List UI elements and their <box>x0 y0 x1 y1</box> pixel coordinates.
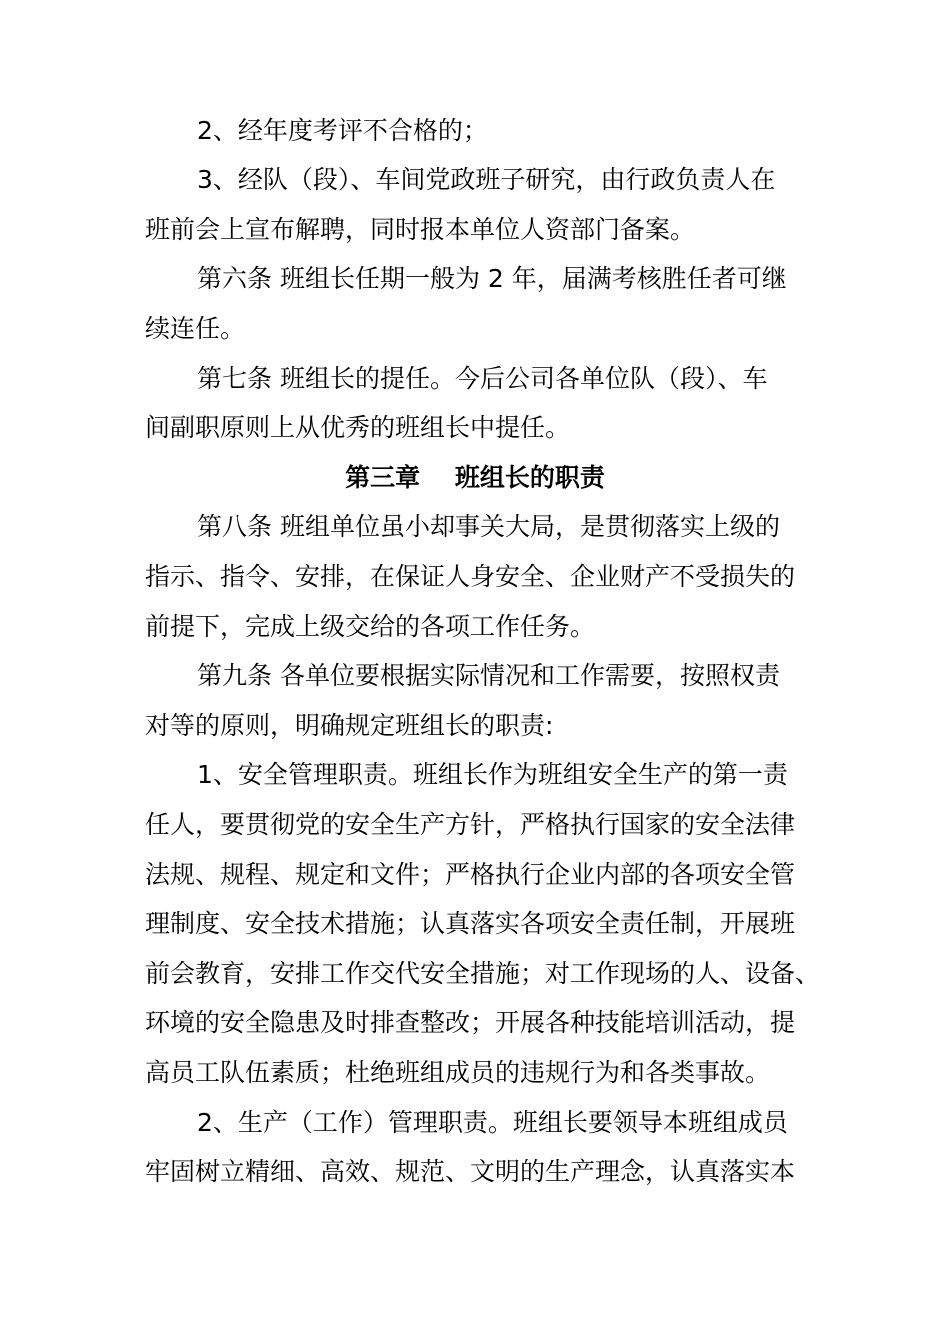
duty-1-line: 1、安全管理职责。班组长作为班组安全生产的第一责 <box>197 760 788 789</box>
text-line: 环境的安全隐患及时排查整改；开展各种技能培训活动，提 <box>145 1008 796 1037</box>
text-line: 法规、规程、规定和文件；严格执行企业内部的各项安全管 <box>145 860 796 889</box>
text-line: 前提下，完成上级交给的各项工作任务。 <box>145 612 596 641</box>
article-9-line: 第九条 各单位要根据实际情况和工作需要，按照权责 <box>197 661 780 690</box>
text-line: 间副职原则上从优秀的班组长中提任。 <box>145 413 571 442</box>
text-line: 指示、指令、安排，在保证人身安全、企业财产不受损失的 <box>145 562 796 591</box>
text-line: 牢固树立精细、高效、规范、文明的生产理念，认真落实本 <box>145 1157 796 1186</box>
text-line: 任人，要贯彻党的安全生产方针，严格执行国家的安全法律 <box>145 810 796 839</box>
text-line: 前会教育，安排工作交代安全措施；对工作现场的人、设备、 <box>145 959 821 988</box>
text-line: 3、经队（段）、车间党政班子研究，由行政负责人在 <box>197 165 776 194</box>
chapter-heading: 第三章 班组长的职责 <box>345 463 605 492</box>
article-7-line: 第七条 班组长的提任。今后公司各单位队（段）、车 <box>197 364 768 393</box>
text-line: 2、经年度考评不合格的； <box>197 116 488 145</box>
text-line: 理制度、安全技术措施；认真落实各项安全责任制，开展班 <box>145 909 796 938</box>
text-line: 班前会上宣布解聘，同时报本单位人资部门备案。 <box>145 215 696 244</box>
article-6-line: 第六条 班组长任期一般为 2 年，届满考核胜任者可继 <box>197 264 787 293</box>
text-line: 对等的原则，明确规定班组长的职责: <box>145 711 554 740</box>
article-8-line: 第八条 班组单位虽小却事关大局，是贯彻落实上级的 <box>197 512 780 541</box>
duty-2-line: 2、生产（工作）管理职责。班组长要领导本班组成员 <box>197 1108 788 1137</box>
text-line: 高员工队伍素质；杜绝班组成员的违规行为和各类事故。 <box>145 1058 771 1087</box>
text-line: 续连任。 <box>145 314 246 343</box>
